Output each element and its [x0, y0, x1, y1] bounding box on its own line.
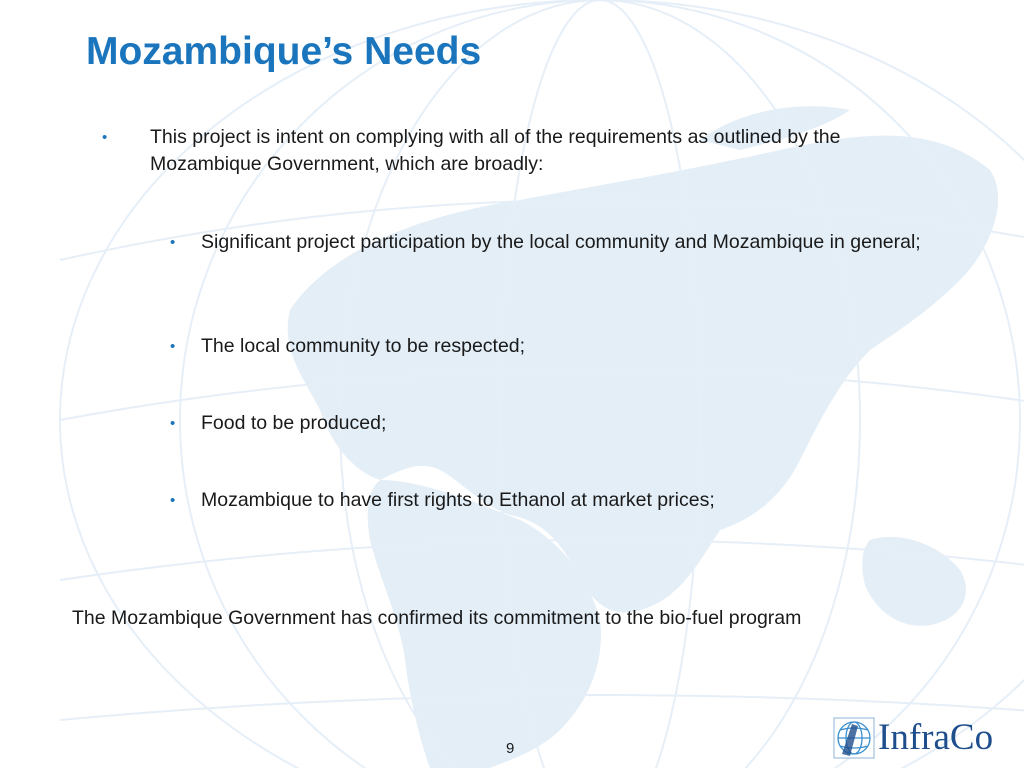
- closing-statement: The Mozambique Government has confirmed its commitment to the bio-fuel program: [72, 607, 802, 629]
- main-bullet: [102, 124, 902, 184]
- bullet-marker: •: [102, 129, 108, 146]
- logo-wordmark: InfraCo: [878, 717, 994, 758]
- sub-bullet-text: The local community to be respected;: [201, 335, 526, 357]
- bullet-marker: •: [170, 492, 176, 509]
- globe-logo-icon: [832, 714, 876, 760]
- sub-bullet-text: Food to be produced;: [201, 412, 387, 434]
- bullet-marker: •: [170, 338, 176, 355]
- page-number: 9: [506, 740, 515, 757]
- sub-bullet-text: Significant project participation by the local community and Mozambique in general;: [201, 231, 921, 253]
- bullet-marker: •: [170, 234, 176, 251]
- infraco-logo: [832, 712, 1018, 762]
- main-bullet-text: This project is intent on complying with all of the requirements as outlined by the Mozambique Government, which are broadly:: [150, 126, 841, 175]
- sub-bullet-text: Mozambique to have first rights to Ethanol at market prices;: [201, 489, 715, 511]
- bullet-marker: •: [170, 415, 176, 432]
- slide-title: Mozambique’s Needs: [86, 30, 482, 73]
